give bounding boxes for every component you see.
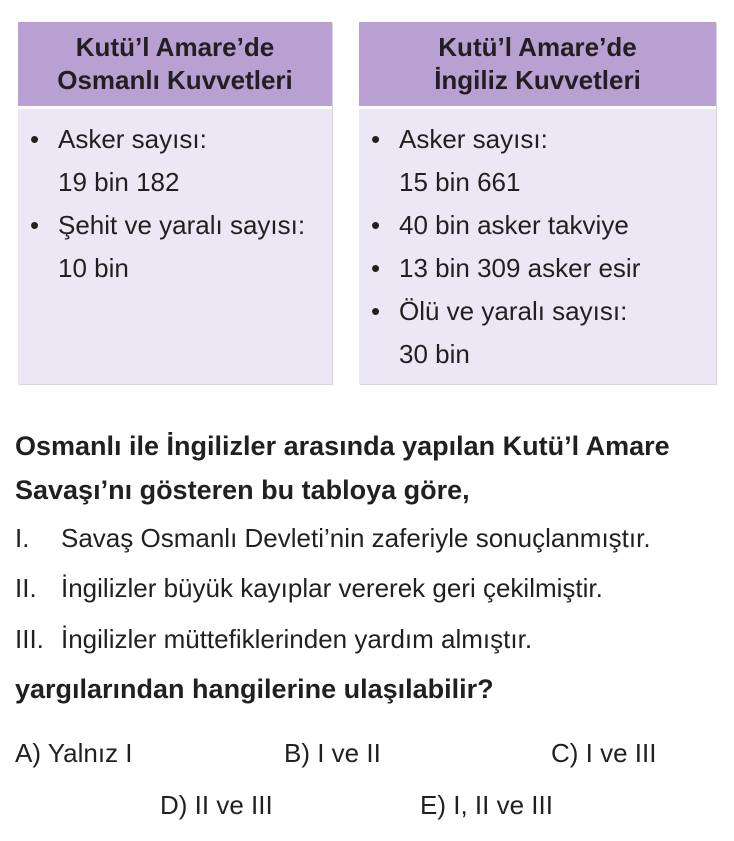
ottoman-forces-title (57, 31, 293, 97)
list-item-text: 40 bin asker takviye (399, 210, 629, 240)
british-forces-title-line-1: Kutü’l Amare’de (438, 32, 637, 62)
list-item-text: 30 bin (399, 339, 470, 369)
list-item (18, 204, 332, 290)
answer-option-a[interactable]: A) Yalnız I (15, 738, 133, 768)
statement-text: Savaş Osmanlı Devleti’nin zaferiyle sonuçlanmıştır. (61, 523, 651, 553)
ottoman-forces-title-line-1: Kutü’l Amare’de (75, 32, 275, 62)
bullet-icon: • (30, 124, 40, 154)
statement-number: I. (15, 523, 30, 553)
statement-text: İngilizler müttefiklerinden yardım almıştır. (61, 624, 533, 654)
question-intro (15, 424, 725, 512)
statement-3 (15, 622, 532, 656)
statement-2 (15, 571, 603, 605)
list-item (359, 118, 716, 204)
question-intro-line-1: Osmanlı ile İngilizler arasında yapılan Kutü’l Amare (15, 431, 670, 461)
list-item-text: 10 bin (58, 253, 129, 283)
british-forces-title (434, 31, 641, 97)
ottoman-forces-title-line-2: Osmanlı Kuvvetleri (57, 65, 293, 95)
bullet-icon: • (30, 210, 40, 240)
statement-1 (15, 521, 651, 555)
list-item (359, 290, 716, 376)
list-item-text: Asker sayısı: (399, 124, 548, 154)
bullet-icon: • (371, 296, 381, 326)
ottoman-forces-box (18, 22, 332, 384)
british-forces-header (359, 22, 716, 106)
statement-number: III. (15, 624, 44, 654)
ottoman-forces-list (18, 106, 332, 290)
list-item-text: 19 bin 182 (58, 167, 180, 197)
british-forces-title-line-2: İngiliz Kuvvetleri (434, 65, 641, 95)
question-ending: yargılarından hangilerine ulaşılabilir? (15, 674, 494, 704)
bullet-icon: • (371, 210, 381, 240)
statement-number: II. (15, 573, 37, 603)
list-item (18, 118, 332, 204)
list-item-text: Ölü ve yaralı sayısı: (399, 296, 628, 326)
list-item (359, 204, 716, 247)
answer-option-d[interactable]: D) II ve III (160, 790, 273, 820)
answer-option-b[interactable]: B) I ve II (284, 738, 381, 768)
list-item (359, 247, 716, 290)
bullet-icon: • (371, 253, 381, 283)
answer-option-e[interactable]: E) I, II ve III (420, 790, 553, 820)
list-item-text: Şehit ve yaralı sayısı: (58, 210, 306, 240)
bullet-icon: • (371, 124, 381, 154)
british-forces-list (359, 106, 716, 376)
list-item-text: Asker sayısı: (58, 124, 207, 154)
british-forces-box (359, 22, 716, 384)
list-item-text: 15 bin 661 (399, 167, 521, 197)
question-intro-line-2: Savaşı’nı gösteren bu tabloya göre, (15, 475, 470, 505)
statement-text: İngilizler büyük kayıplar vererek geri çekilmiştir. (61, 573, 603, 603)
ottoman-forces-header (18, 22, 332, 106)
answer-option-c[interactable]: C) I ve III (551, 738, 657, 768)
list-item-text: 13 bin 309 asker esir (399, 253, 641, 283)
